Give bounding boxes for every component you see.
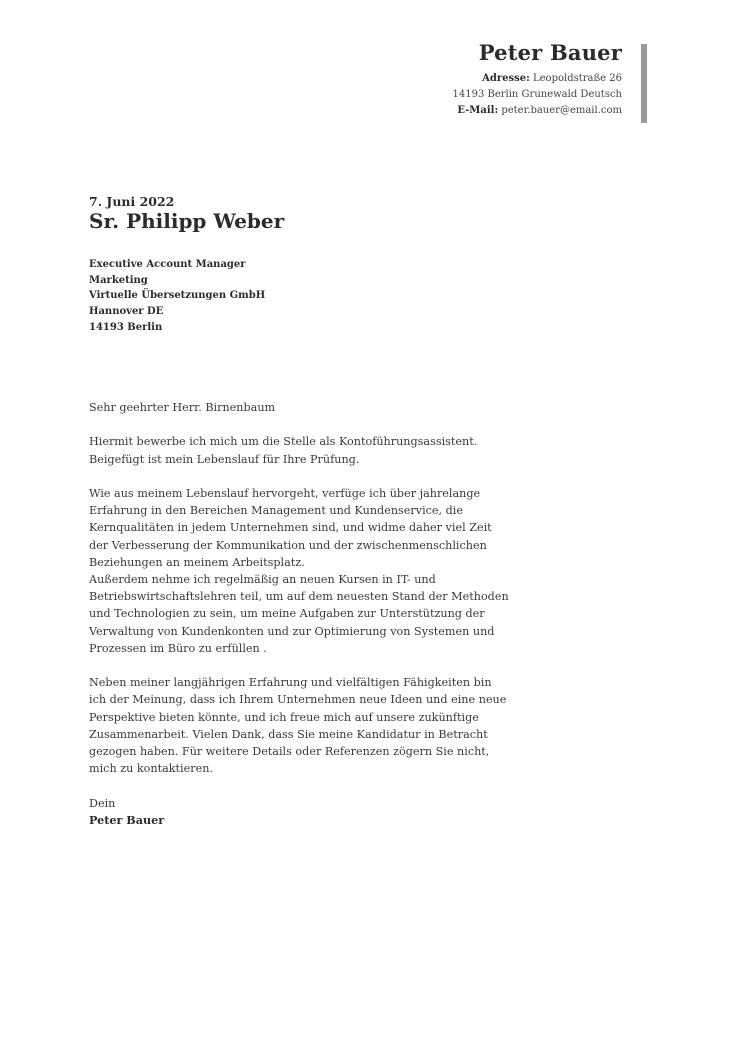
recipient-name: Sr. Philipp Weber bbox=[89, 209, 285, 233]
sender-address-line bbox=[453, 71, 623, 87]
paragraph-3 bbox=[89, 674, 507, 777]
paragraph-line: Prozessen im Büro zu erfüllen . bbox=[89, 641, 267, 655]
paragraph-line: Verwaltung von Kundenkonten und zur Optimierung von Systemen und bbox=[89, 624, 495, 638]
sender-name: Peter Bauer bbox=[478, 40, 622, 65]
closing: Dein bbox=[89, 796, 116, 810]
paragraph-line: Perspektive bieten könnte, und ich freue mich auf unsere zukünftige bbox=[89, 710, 479, 724]
paragraph-line: gezogen haben. Für weitere Details oder Referenzen zögern Sie nicht, bbox=[89, 745, 490, 759]
recipient-title: Executive Account Manager bbox=[89, 259, 246, 270]
paragraph-line: ich der Meinung, dass ich Ihrem Unternehmen neue Ideen und eine neue bbox=[89, 693, 507, 707]
recipient-department: Marketing bbox=[89, 274, 148, 286]
letter-date: 7. Juni 2022 bbox=[89, 194, 175, 209]
paragraph-line: Beziehungen an meinem Arbeitsplatz. bbox=[89, 555, 305, 569]
recipient-company: Virtuelle Übersetzungen GmbH bbox=[89, 290, 266, 302]
letter-body bbox=[89, 399, 509, 829]
paragraph-line: Neben meiner langjährigen Erfahrung und vielfältigen Fähigkeiten bin bbox=[89, 676, 492, 690]
paragraph-line: und Technologien zu sein, um meine Aufgaben zur Unterstützung der bbox=[89, 607, 485, 621]
paragraph-2 bbox=[89, 485, 509, 657]
paragraph-line: Beigefügt ist mein Lebenslauf für Ihre Prüfung. bbox=[89, 452, 360, 466]
paragraph-line: mich zu kontaktieren. bbox=[89, 762, 213, 776]
paragraph-line: Außerdem nehme ich regelmäßig an neuen Kursen in IT- und bbox=[89, 573, 436, 586]
paragraph-1 bbox=[89, 433, 478, 467]
paragraph-line: Betriebswirtschaftslehren teil, um auf dem neuesten Stand der Methoden bbox=[89, 590, 509, 604]
address-label: Adresse: bbox=[482, 73, 530, 84]
recipient-location: Hannover DE bbox=[89, 306, 164, 318]
email-label: E-Mail: bbox=[457, 105, 499, 116]
sender-email-line bbox=[453, 103, 623, 119]
paragraph-line: Zusammenarbeit. Vielen Dank, dass Sie meine Kandidatur in Betracht bbox=[89, 727, 488, 741]
sender-block bbox=[453, 40, 623, 119]
salutation: Sehr geehrter Herr. Birnenbaum bbox=[89, 401, 276, 414]
sender-city-line: 14193 Berlin Grunewald Deutsch bbox=[452, 89, 622, 100]
header-accent-bar bbox=[641, 44, 647, 123]
address-street: Leopoldstraße 26 bbox=[533, 73, 622, 84]
paragraph-line: Hiermit bewerbe ich mich um die Stelle als Kontoführungsassistent. bbox=[89, 435, 478, 449]
recipient-postal-city: 14193 Berlin bbox=[89, 321, 163, 333]
paragraph-line: Erfahrung in den Bereichen Management und Kundenservice, die bbox=[89, 504, 464, 518]
email-address[interactable]: peter.bauer@email.com bbox=[501, 105, 622, 116]
paragraph-line: Kernqualitäten in jedem Unternehmen sind, und widme daher viel Zeit bbox=[89, 521, 492, 535]
recipient-details bbox=[89, 257, 265, 336]
signature: Peter Bauer bbox=[89, 812, 165, 827]
paragraph-line: Wie aus meinem Lebenslauf hervorgeht, verfüge ich über jahrelange bbox=[89, 486, 481, 500]
paragraph-line: der Verbesserung der Kommunikation und der zwischenmenschlichen bbox=[89, 538, 487, 552]
